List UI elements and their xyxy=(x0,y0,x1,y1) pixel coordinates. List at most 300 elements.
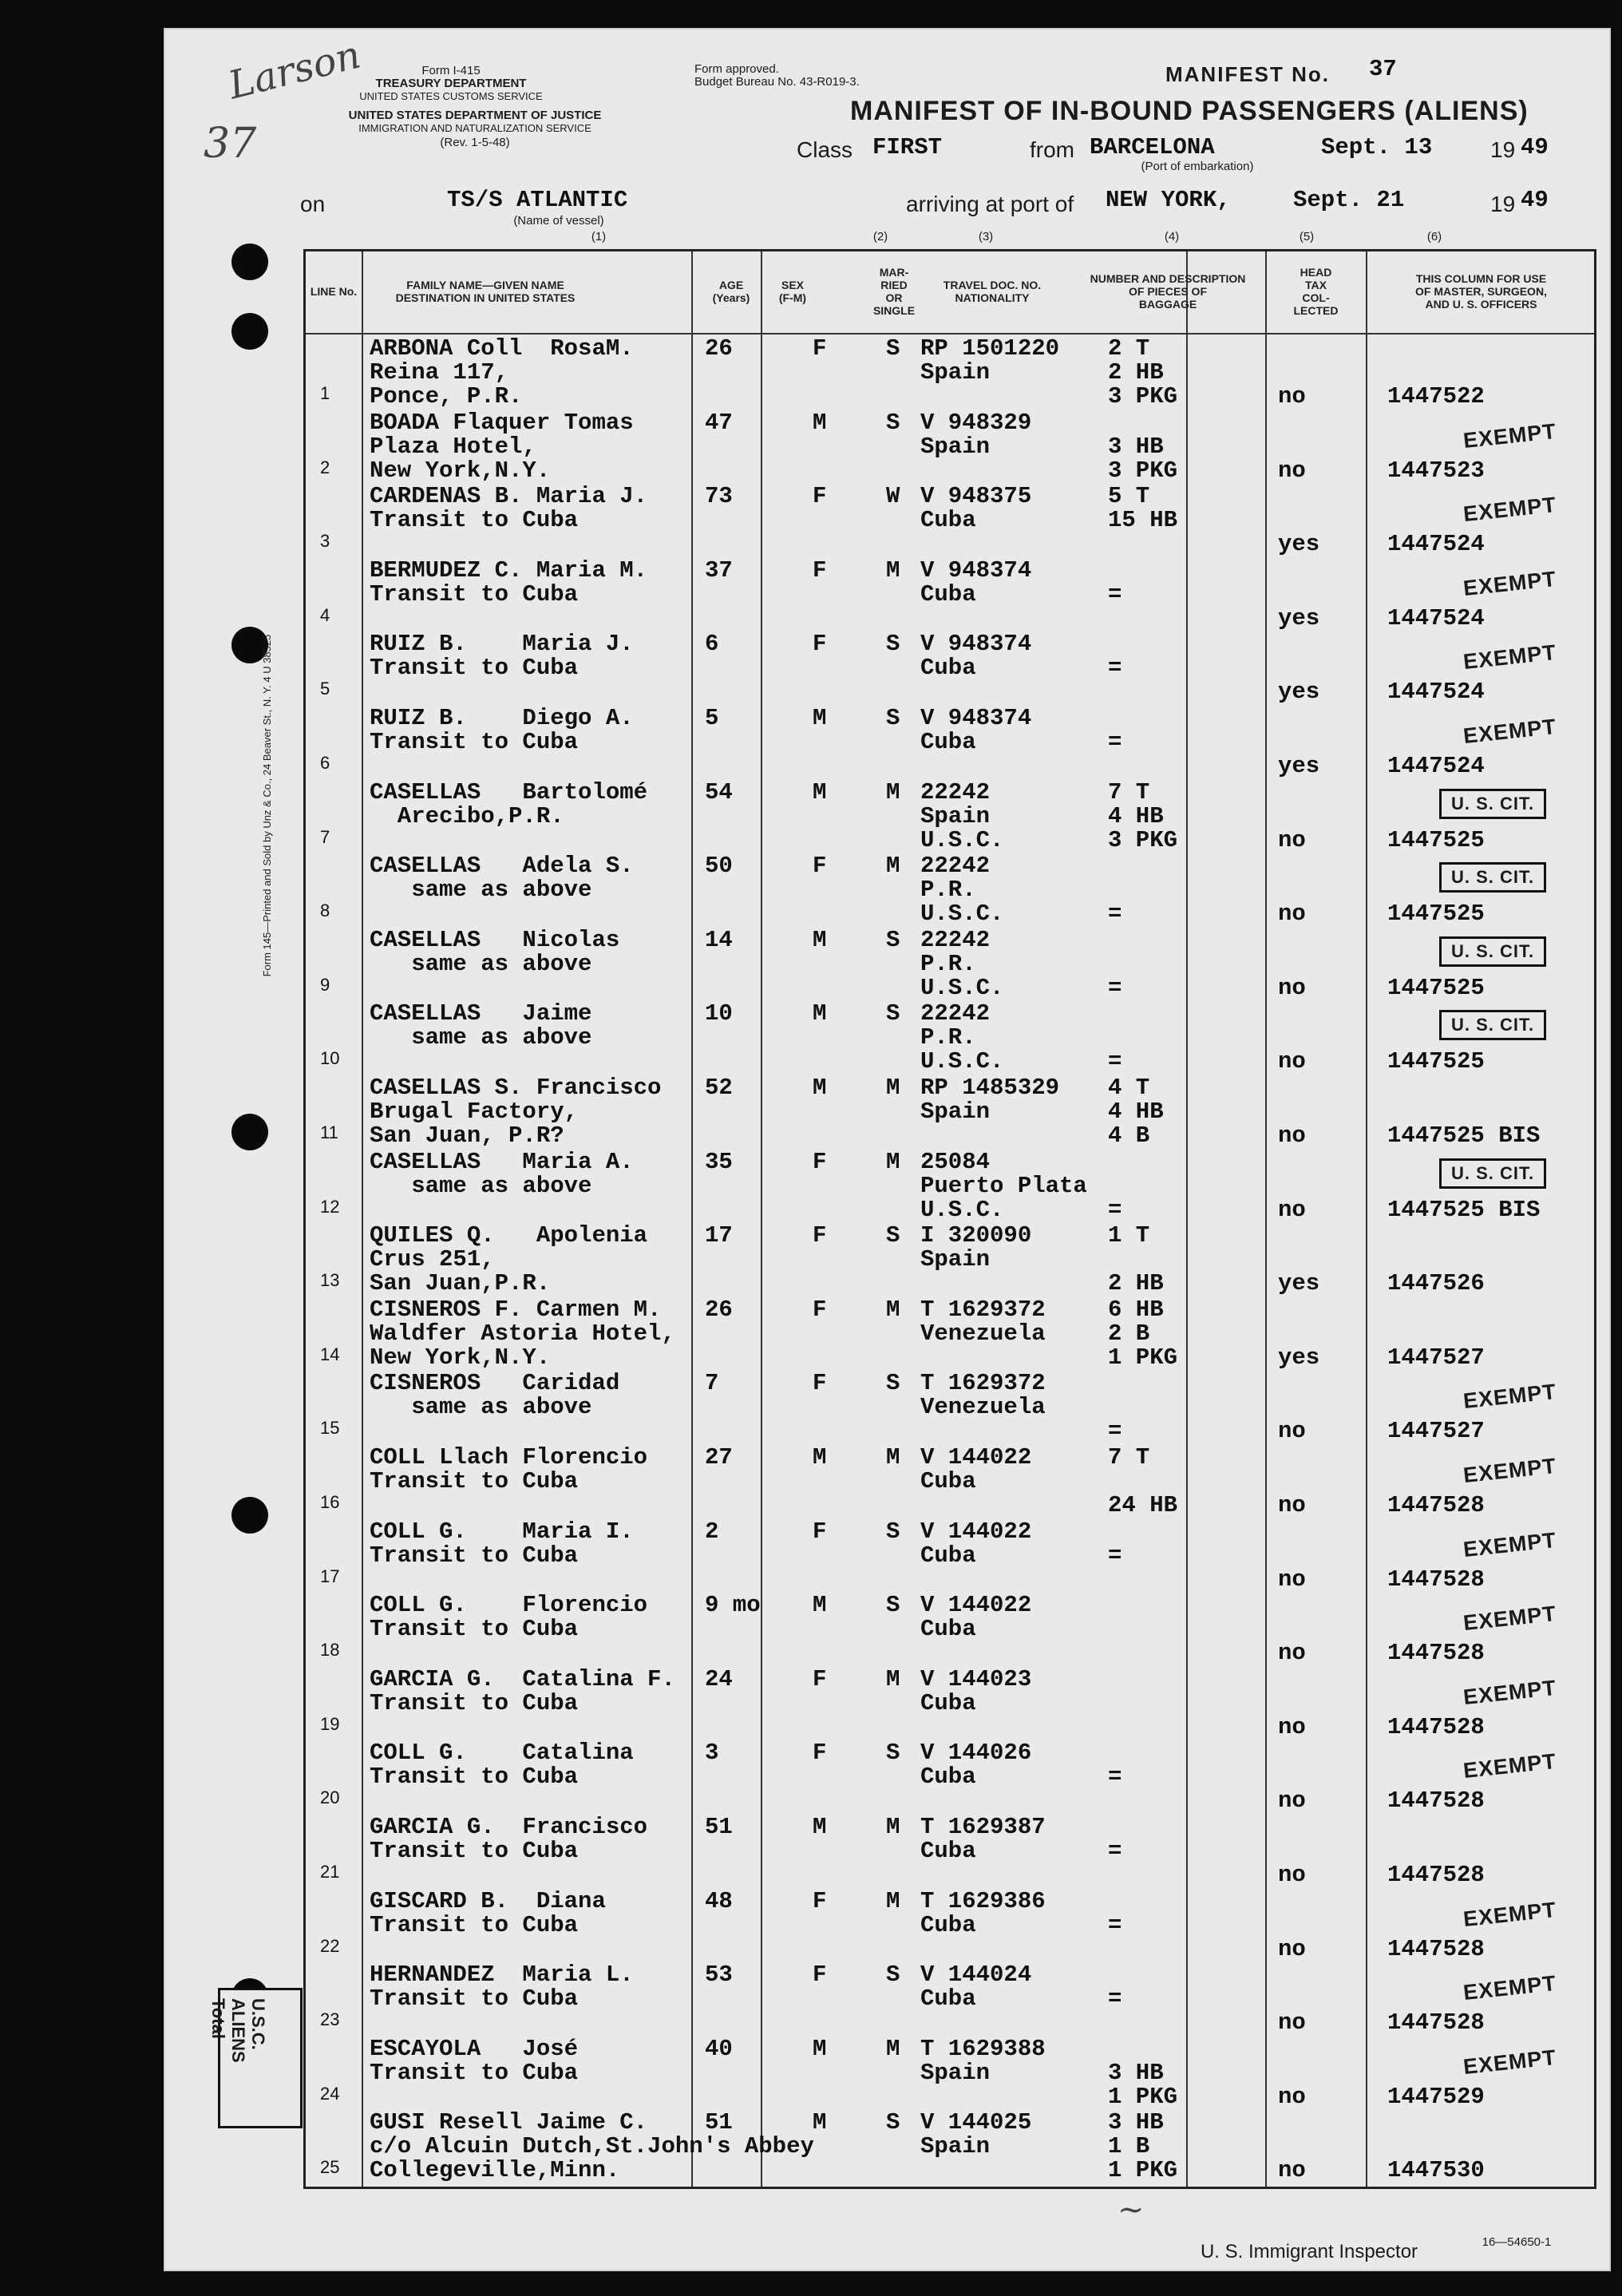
age-cell: 17 xyxy=(705,1222,733,1249)
officer-number: 1447528 xyxy=(1387,1492,1485,1518)
line-number: 22 xyxy=(320,1935,340,1956)
sex-cell: F xyxy=(813,335,827,362)
head-tax-cell: no xyxy=(1278,1122,1306,1149)
exempt-stamp: EXEMPT xyxy=(1462,1749,1558,1783)
table-row xyxy=(306,1370,1594,1444)
officer-number: 1447525 xyxy=(1387,974,1485,1001)
col-header-age: AGE (Years) xyxy=(712,279,750,304)
baggage-line: = xyxy=(1108,1048,1122,1075)
nationality: P.R. xyxy=(920,950,976,977)
destination-line: Transit to Cuba xyxy=(370,1911,579,1938)
exempt-stamp: EXEMPT xyxy=(1462,1675,1558,1709)
officer-number: 1447528 xyxy=(1387,1640,1485,1667)
travel-doc-no: V 144022 xyxy=(920,1592,1032,1619)
line-number: 20 xyxy=(320,1787,340,1808)
officer-number: 1447526 xyxy=(1387,1270,1485,1297)
passenger-table xyxy=(303,249,1596,2189)
line-number: 2 xyxy=(320,457,330,477)
baggage-line: = xyxy=(1108,1196,1122,1223)
age-cell: 52 xyxy=(705,1075,733,1101)
head-tax-cell: yes xyxy=(1278,679,1320,706)
col-header-head-tax: HEAD TAX COL- LECTED xyxy=(1293,266,1339,317)
sex-cell: M xyxy=(813,1814,827,1840)
line-number: 16 xyxy=(320,1492,340,1512)
arrival-port: NEW YORK, xyxy=(1106,187,1231,213)
nationality: Cuba xyxy=(920,1542,976,1569)
officer-number: 1447524 xyxy=(1387,604,1485,631)
handwritten-name: Larson xyxy=(224,32,366,109)
nationality: Spain xyxy=(920,1246,991,1273)
officer-number: 1447525 BIS xyxy=(1387,1122,1541,1149)
form-number: Form I-415 xyxy=(421,64,481,77)
tally-total: Total xyxy=(208,1998,228,2039)
sex-cell: F xyxy=(813,1887,827,1914)
destination-line: Arecibo,P.R. xyxy=(370,802,564,829)
from-label: from xyxy=(1030,137,1074,162)
married-cell: M xyxy=(886,556,900,584)
travel-doc-no: V 948375 xyxy=(920,483,1032,510)
baggage-line: 5 T xyxy=(1108,483,1150,510)
manifest-title: MANIFEST OF IN-BOUND PASSENGERS (ALIENS) xyxy=(850,96,1529,126)
passenger-name: COLL G. Maria I. xyxy=(370,1518,634,1545)
married-cell: M xyxy=(886,1887,900,1914)
sex-cell: F xyxy=(813,1370,827,1397)
depart-year: 49 xyxy=(1521,134,1549,160)
sex-cell: F xyxy=(813,483,827,510)
sex-cell: F xyxy=(813,1665,827,1692)
destination-line: San Juan, P.R? xyxy=(370,1122,564,1149)
inspector-signature: ~ xyxy=(1118,2191,1145,2228)
sex-cell: F xyxy=(813,1148,827,1175)
officer-number: 1447527 xyxy=(1387,1418,1485,1445)
travel-doc-no: T 1629387 xyxy=(920,1814,1046,1840)
passenger-name: COLL G. Catalina xyxy=(370,1740,634,1767)
baggage-line: 1 B xyxy=(1108,2133,1150,2160)
head-tax-cell: no xyxy=(1278,1566,1306,1593)
baggage-line: 2 B xyxy=(1108,1320,1150,1347)
passenger-name: ESCAYOLA José xyxy=(370,2035,579,2062)
line-number: 11 xyxy=(320,1122,338,1142)
travel-doc-note: U.S.C. xyxy=(920,1048,1004,1075)
line-number: 21 xyxy=(320,1862,340,1882)
baggage-line: 1 PKG xyxy=(1108,1344,1178,1371)
nationality: Cuba xyxy=(920,1764,976,1791)
destination-line: Collegeville,Minn. xyxy=(370,2157,620,2184)
passenger-name: COLL Llach Florencio xyxy=(370,1444,648,1471)
head-tax-cell: no xyxy=(1278,1418,1306,1445)
destination-line: Transit to Cuba xyxy=(370,1838,579,1864)
exempt-stamp: EXEMPT xyxy=(1462,1453,1558,1488)
married-cell: S xyxy=(886,926,900,953)
baggage-line: 4 HB xyxy=(1108,802,1164,829)
officer-number: 1447530 xyxy=(1387,2157,1485,2184)
col-header-sex: SEX (F-M) xyxy=(778,279,807,304)
treasury-dept: TREASURY DEPARTMENT xyxy=(375,77,527,90)
passenger-name: CASELLAS Maria A. xyxy=(370,1148,634,1175)
head-tax-cell: no xyxy=(1278,2083,1306,2110)
travel-doc-no: 25084 xyxy=(920,1148,991,1175)
sex-cell: F xyxy=(813,1740,827,1767)
table-row xyxy=(306,1961,1594,2036)
nationality: P.R. xyxy=(920,877,976,904)
punch-hole xyxy=(231,243,268,280)
line-number: 4 xyxy=(320,604,330,625)
married-cell: S xyxy=(886,1740,900,1767)
travel-doc-no: V 144022 xyxy=(920,1444,1032,1471)
nationality: Cuba xyxy=(920,729,976,755)
age-cell: 14 xyxy=(705,926,733,953)
baggage-line: 6 HB xyxy=(1108,1296,1164,1323)
col-number: (6) xyxy=(1426,230,1442,243)
vessel-name: TS/S ATLANTIC xyxy=(447,187,628,213)
table-row xyxy=(306,1888,1594,1962)
officer-number: 1447528 xyxy=(1387,1935,1485,1962)
exempt-stamp: EXEMPT xyxy=(1462,418,1558,453)
married-cell: M xyxy=(886,1075,900,1101)
line-number: 25 xyxy=(320,2157,340,2178)
head-tax-cell: yes xyxy=(1278,531,1320,558)
baggage-line: 1 T xyxy=(1108,1222,1150,1249)
baggage-line: = xyxy=(1108,655,1122,682)
exempt-stamp: EXEMPT xyxy=(1462,640,1558,675)
exempt-stamp: EXEMPT xyxy=(1462,1380,1558,1414)
on-label: on xyxy=(300,192,326,216)
exempt-stamp: EXEMPT xyxy=(1462,566,1558,600)
immigration-service: IMMIGRATION AND NATURALIZATION SERVICE xyxy=(358,122,591,134)
col-number: (3) xyxy=(978,230,994,243)
head-tax-cell: yes xyxy=(1278,1344,1320,1371)
married-cell: S xyxy=(886,631,900,658)
baggage-line: = xyxy=(1108,580,1122,608)
travel-doc-no: RP 1501220 xyxy=(920,335,1060,362)
embark-port-note: (Port of embarkation) xyxy=(1141,160,1254,173)
age-cell: 2 xyxy=(705,1518,719,1545)
line-number: 3 xyxy=(320,531,330,552)
line-number: 8 xyxy=(320,901,330,921)
travel-doc-no: V 144024 xyxy=(920,1961,1032,1989)
head-tax-cell: no xyxy=(1278,1048,1306,1075)
married-cell: M xyxy=(886,853,900,880)
age-cell: 51 xyxy=(705,1814,733,1840)
passenger-name: QUILES Q. Apolenia xyxy=(370,1222,648,1249)
travel-doc-no: T 1629372 xyxy=(920,1296,1046,1323)
tally-aliens: ALIENS xyxy=(228,1998,248,2063)
sex-cell: F xyxy=(813,631,827,658)
sex-cell: F xyxy=(813,1222,827,1249)
sex-cell: M xyxy=(813,409,827,436)
passenger-name: GUSI Resell Jaime C. xyxy=(370,2109,648,2136)
head-tax-cell: yes xyxy=(1278,604,1320,631)
table-row xyxy=(306,410,1594,484)
passenger-name: CASELLAS S. Francisco xyxy=(370,1075,662,1101)
officer-number: 1447528 xyxy=(1387,1713,1485,1740)
us-citizen-stamp: U. S. CIT. xyxy=(1439,1158,1546,1189)
passenger-name: CISNEROS Caridad xyxy=(370,1370,620,1397)
destination-line: Transit to Cuba xyxy=(370,729,579,755)
travel-doc-no: 22242 xyxy=(920,853,991,880)
sex-cell: M xyxy=(813,705,827,731)
table-row xyxy=(306,483,1594,557)
destination-line: Transit to Cuba xyxy=(370,1616,579,1643)
punch-hole xyxy=(231,1497,268,1534)
married-cell: M xyxy=(886,1665,900,1692)
line-number: 19 xyxy=(320,1713,340,1734)
destination-line: Brugal Factory, xyxy=(370,1099,579,1125)
destination-line: Crus 251, xyxy=(370,1246,495,1273)
passenger-name: CASELLAS Bartolomé xyxy=(370,778,648,806)
baggage-line: = xyxy=(1108,1542,1122,1569)
destination-line: Transit to Cuba xyxy=(370,580,579,608)
class-value: FIRST xyxy=(872,134,943,160)
baggage-line: = xyxy=(1108,1911,1122,1938)
sex-cell: M xyxy=(813,2109,827,2136)
us-citizen-stamp: U. S. CIT. xyxy=(1439,789,1546,819)
passenger-name: CARDENAS B. Maria J. xyxy=(370,483,648,510)
married-cell: S xyxy=(886,409,900,436)
married-cell: S xyxy=(886,1961,900,1989)
depart-date: Sept. 13 xyxy=(1321,134,1433,160)
line-number: 15 xyxy=(320,1418,340,1439)
exempt-stamp: EXEMPT xyxy=(1462,1527,1558,1562)
officer-number: 1447529 xyxy=(1387,2083,1485,2110)
passenger-name: CASELLAS Adela S. xyxy=(370,853,634,880)
table-row xyxy=(306,1296,1594,1371)
exempt-stamp: EXEMPT xyxy=(1462,2045,1558,2079)
officer-number: 1447525 xyxy=(1387,826,1485,853)
arrival-date: Sept. 21 xyxy=(1293,187,1405,213)
officer-number: 1447524 xyxy=(1387,679,1485,706)
printer-imprint: Form 145—Printed and Sold by Unz & Co., 24 Beaver St., N. Y. 4 U 38525 xyxy=(261,634,273,977)
destination-line: same as above xyxy=(370,950,592,977)
head-tax-cell: no xyxy=(1278,383,1306,410)
nationality: Spain xyxy=(920,2133,991,2160)
sex-cell: M xyxy=(813,1444,827,1471)
handwritten-number: 37 xyxy=(204,120,257,168)
table-row xyxy=(306,705,1594,779)
head-tax-cell: yes xyxy=(1278,753,1320,779)
line-number: 14 xyxy=(320,1344,340,1364)
destination-line: Transit to Cuba xyxy=(370,1764,579,1791)
age-cell: 53 xyxy=(705,1961,733,1989)
travel-doc-no: 22242 xyxy=(920,1000,991,1027)
age-cell: 5 xyxy=(705,705,719,731)
travel-doc-no: I 320090 xyxy=(920,1222,1032,1249)
sex-cell: F xyxy=(813,556,827,584)
passenger-name: BOADA Flaquer Tomas xyxy=(370,409,634,436)
destination-line: New York,N.Y. xyxy=(370,1344,551,1371)
destination-line: Transit to Cuba xyxy=(370,2059,579,2086)
officer-number: 1447528 xyxy=(1387,2009,1485,2037)
nationality: Cuba xyxy=(920,1838,976,1864)
baggage-line: 1 PKG xyxy=(1108,2157,1178,2184)
exempt-stamp: EXEMPT xyxy=(1462,493,1558,527)
officer-number: 1447528 xyxy=(1387,1566,1485,1593)
head-tax-cell: no xyxy=(1278,2009,1306,2037)
baggage-line: = xyxy=(1108,901,1122,928)
exempt-stamp: EXEMPT xyxy=(1462,1971,1558,2005)
head-tax-cell: yes xyxy=(1278,1270,1320,1297)
col-header-line: LINE No. xyxy=(310,285,358,298)
travel-doc-no: 22242 xyxy=(920,778,991,806)
line-number: 13 xyxy=(320,1270,340,1291)
nationality: Spain xyxy=(920,802,991,829)
sex-cell: M xyxy=(813,1075,827,1101)
col-header-travel-doc: TRAVEL DOC. NO. NATIONALITY xyxy=(943,279,1042,304)
sex-cell: F xyxy=(813,1518,827,1545)
passenger-name: GARCIA G. Catalina F. xyxy=(370,1665,675,1692)
destination-line: Transit to Cuba xyxy=(370,1468,579,1494)
officer-number: 1447528 xyxy=(1387,1862,1485,1888)
travel-doc-no: RP 1485329 xyxy=(920,1075,1060,1101)
table-row xyxy=(306,2036,1594,2110)
married-cell: S xyxy=(886,1592,900,1619)
baggage-line: 4 B xyxy=(1108,1122,1150,1149)
travel-doc-no: T 1629372 xyxy=(920,1370,1046,1397)
table-row xyxy=(306,1444,1594,1518)
line-number: 5 xyxy=(320,679,330,699)
age-cell: 26 xyxy=(705,335,733,362)
baggage-line: 24 HB xyxy=(1108,1492,1178,1518)
line-number: 7 xyxy=(320,826,330,847)
travel-doc-no: T 1629388 xyxy=(920,2035,1046,2062)
exempt-stamp: EXEMPT xyxy=(1462,1897,1558,1931)
age-cell: 9 mo xyxy=(705,1592,761,1619)
travel-doc-note: U.S.C. xyxy=(920,901,1004,928)
us-citizen-stamp: U. S. CIT. xyxy=(1439,936,1546,967)
travel-doc-note: U.S.C. xyxy=(920,1196,1004,1223)
table-row xyxy=(306,557,1594,631)
arrival-year: 49 xyxy=(1521,187,1549,213)
table-row xyxy=(306,1000,1594,1075)
travel-doc-note: U.S.C. xyxy=(920,826,1004,853)
destination-line: Reina 117, xyxy=(370,359,509,386)
baggage-line: = xyxy=(1108,1838,1122,1864)
officer-number: 1447524 xyxy=(1387,753,1485,779)
budget-bureau: Budget Bureau No. 43-R019-3. xyxy=(694,75,860,89)
travel-doc-no: V 948374 xyxy=(920,556,1032,584)
table-row xyxy=(306,2109,1594,2183)
age-cell: 54 xyxy=(705,778,733,806)
line-number: 10 xyxy=(320,1048,340,1069)
married-cell: S xyxy=(886,1000,900,1027)
head-tax-cell: no xyxy=(1278,1640,1306,1667)
destination-line: San Juan,P.R. xyxy=(370,1270,551,1297)
table-row xyxy=(306,1814,1594,1888)
line-number: 6 xyxy=(320,753,330,773)
passenger-name: RUIZ B. Diego A. xyxy=(370,705,634,731)
baggage-line: 7 T xyxy=(1108,1444,1150,1471)
destination-line: Ponce, P.R. xyxy=(370,383,523,410)
nationality: P.R. xyxy=(920,1024,976,1051)
baggage-line: 15 HB xyxy=(1108,507,1178,534)
travel-doc-no: V 948329 xyxy=(920,409,1032,436)
head-tax-cell: no xyxy=(1278,2157,1306,2184)
travel-doc-no: V 948374 xyxy=(920,631,1032,658)
baggage-line: 2 T xyxy=(1108,335,1150,362)
passenger-name: BERMUDEZ C. Maria M. xyxy=(370,556,648,584)
travel-doc-no: V 948374 xyxy=(920,705,1032,731)
passenger-name: GISCARD B. Diana xyxy=(370,1887,606,1914)
embark-port: BARCELONA xyxy=(1090,134,1215,160)
table-row xyxy=(306,927,1594,1001)
footer-code: 16—54650-1 xyxy=(1482,2235,1552,2249)
manifest-number: 37 xyxy=(1369,56,1397,82)
sex-cell: M xyxy=(813,1592,827,1619)
col-header-officers: THIS COLUMN FOR USE OF MASTER, SURGEON, AND U. S. OFFICERS xyxy=(1415,272,1547,311)
nationality: Spain xyxy=(920,1099,991,1125)
nationality: Puerto Plata xyxy=(920,1172,1087,1199)
table-row xyxy=(306,1666,1594,1740)
passenger-name: RUIZ B. Maria J. xyxy=(370,631,634,658)
married-cell: S xyxy=(886,705,900,731)
col-header-baggage: NUMBER AND DESCRIPTION OF PIECES OF BAGGAGE xyxy=(1090,272,1246,311)
nationality: Cuba xyxy=(920,1468,976,1494)
table-row xyxy=(306,1518,1594,1593)
officer-number: 1447527 xyxy=(1387,1344,1485,1371)
married-cell: S xyxy=(886,1222,900,1249)
nationality: Cuba xyxy=(920,507,976,534)
line-number: 12 xyxy=(320,1196,340,1217)
destination-line: same as above xyxy=(370,1024,592,1051)
us-citizen-stamp: U. S. CIT. xyxy=(1439,862,1546,893)
sex-cell: F xyxy=(813,853,827,880)
baggage-line: 4 T xyxy=(1108,1075,1150,1101)
baggage-line: 3 HB xyxy=(1108,2109,1164,2136)
baggage-line: 4 HB xyxy=(1108,1099,1164,1125)
age-cell: 50 xyxy=(705,853,733,880)
age-cell: 35 xyxy=(705,1148,733,1175)
destination-line: Waldfer Astoria Hotel, xyxy=(370,1320,675,1347)
married-cell: M xyxy=(886,1444,900,1471)
married-cell: S xyxy=(886,1370,900,1397)
table-row xyxy=(306,631,1594,705)
age-cell: 51 xyxy=(705,2109,733,2136)
age-cell: 26 xyxy=(705,1296,733,1323)
destination-line: Plaza Hotel, xyxy=(370,433,536,460)
destination-line: Transit to Cuba xyxy=(370,1689,579,1716)
officer-number: 1447525 xyxy=(1387,901,1485,928)
baggage-line: 2 HB xyxy=(1108,1270,1164,1297)
nationality: Cuba xyxy=(920,1616,976,1643)
baggage-line: = xyxy=(1108,974,1122,1001)
married-cell: M xyxy=(886,2035,900,2062)
sex-cell: F xyxy=(813,1296,827,1323)
baggage-line: 3 HB xyxy=(1108,2059,1164,2086)
age-cell: 24 xyxy=(705,1665,733,1692)
destination-line: c/o Alcuin Dutch,St.John's Abbey xyxy=(370,2133,814,2160)
baggage-line: 2 HB xyxy=(1108,359,1164,386)
married-cell: M xyxy=(886,1296,900,1323)
table-row xyxy=(306,335,1594,410)
head-tax-cell: no xyxy=(1278,901,1306,928)
nationality: Cuba xyxy=(920,655,976,682)
depart-year-label: 19 xyxy=(1490,137,1516,162)
head-tax-cell: no xyxy=(1278,974,1306,1001)
manifest-label: MANIFEST No. xyxy=(1165,62,1330,86)
exempt-stamp: EXEMPT xyxy=(1462,1601,1558,1636)
baggage-line: = xyxy=(1108,1985,1122,2013)
table-row xyxy=(306,853,1594,927)
tally-box xyxy=(208,1988,303,2128)
punch-hole xyxy=(231,313,268,350)
nationality: Cuba xyxy=(920,1689,976,1716)
baggage-line: = xyxy=(1108,1418,1122,1445)
travel-doc-no: 22242 xyxy=(920,926,991,953)
age-cell: 3 xyxy=(705,1740,719,1767)
passenger-name: COLL G. Florencio xyxy=(370,1592,648,1619)
destination-line: New York,N.Y. xyxy=(370,457,551,484)
destination-line: Transit to Cuba xyxy=(370,1542,579,1569)
